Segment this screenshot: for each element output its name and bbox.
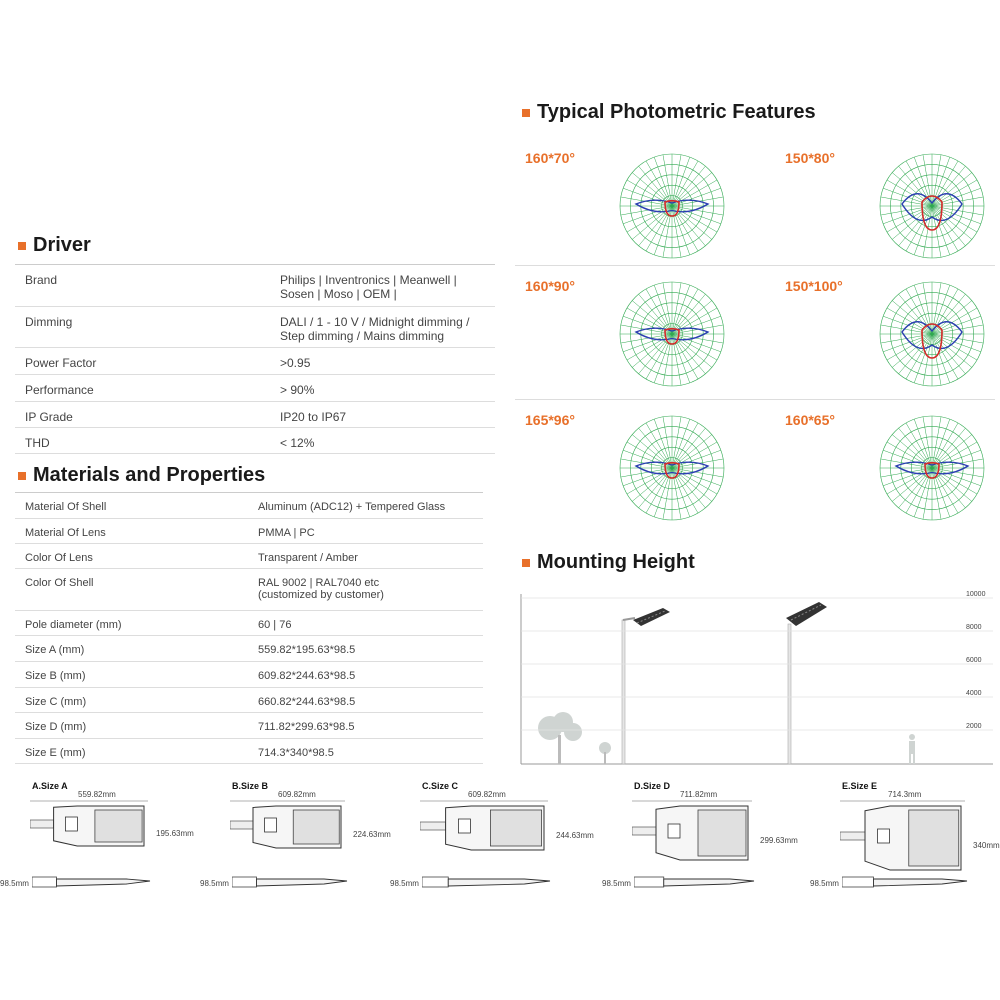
polar-diagram bbox=[872, 408, 992, 528]
luminaire-side-view bbox=[32, 873, 160, 893]
spec-value-line: > 90% bbox=[280, 383, 315, 397]
photometric-item bbox=[515, 404, 755, 532]
polar-diagram bbox=[872, 274, 992, 394]
width-dimension: 609.82mm bbox=[468, 790, 506, 799]
spec-value bbox=[258, 493, 483, 519]
luminaire-side-view bbox=[232, 873, 357, 893]
spec-value bbox=[280, 265, 495, 307]
spec-value bbox=[280, 348, 495, 375]
divider bbox=[515, 265, 995, 266]
mounting-heading bbox=[522, 551, 695, 574]
height-dimension: 98.5mm bbox=[0, 879, 29, 888]
driver-title: Driver bbox=[33, 234, 91, 256]
size-title: C.Size C bbox=[422, 781, 459, 791]
spec-value-line: Transparent / Amber bbox=[258, 552, 358, 564]
spec-key: Size D (mm) bbox=[15, 713, 258, 739]
luminaire-side-view bbox=[634, 873, 764, 893]
spec-row bbox=[15, 662, 483, 688]
height-dimension: 98.5mm bbox=[810, 879, 839, 888]
spec-row bbox=[15, 375, 495, 402]
tree-icon bbox=[538, 712, 582, 764]
size-title: D.Size D bbox=[634, 781, 671, 791]
spec-value bbox=[280, 402, 495, 428]
spec-value-line: 660.82*244.63*98.5 bbox=[258, 696, 356, 708]
polar-diagram bbox=[612, 274, 732, 394]
spec-row bbox=[15, 402, 495, 428]
spec-key: Material Of Lens bbox=[15, 519, 258, 544]
spec-row bbox=[15, 569, 483, 611]
width-dimension: 609.82mm bbox=[278, 790, 316, 799]
photometric-item bbox=[515, 142, 755, 270]
depth-dimension: 195.63mm bbox=[156, 829, 194, 838]
height-dimension: 98.5mm bbox=[602, 879, 631, 888]
spec-row bbox=[15, 544, 483, 569]
spec-key: THD bbox=[15, 428, 280, 454]
spec-key: Power Factor bbox=[15, 348, 280, 375]
spec-key: Brand bbox=[15, 265, 280, 307]
driver-heading bbox=[18, 234, 91, 257]
driver-table bbox=[15, 264, 495, 454]
spec-value bbox=[258, 739, 483, 764]
beam-angle-label: 160*90° bbox=[525, 278, 575, 294]
tree-icon bbox=[599, 742, 611, 764]
spec-key: Size E (mm) bbox=[15, 739, 258, 764]
polar-diagram bbox=[872, 146, 992, 266]
spec-key: Dimming bbox=[15, 307, 280, 348]
height-tick-label: 4000 bbox=[966, 690, 982, 697]
spec-row bbox=[15, 688, 483, 713]
photometric-item bbox=[515, 270, 755, 398]
spec-key: Performance bbox=[15, 375, 280, 402]
spec-value bbox=[258, 519, 483, 544]
luminaire-top-view bbox=[840, 800, 971, 878]
spec-row bbox=[15, 493, 483, 519]
luminaire-top-view bbox=[420, 800, 554, 858]
depth-dimension: 299.63mm bbox=[760, 836, 798, 845]
spec-key: IP Grade bbox=[15, 402, 280, 428]
spec-value-line: PMMA | PC bbox=[258, 527, 315, 539]
width-dimension: 714.3mm bbox=[888, 790, 922, 799]
spec-key: Pole diameter (mm) bbox=[15, 611, 258, 636]
height-tick-label: 2000 bbox=[966, 723, 982, 730]
spec-row bbox=[15, 611, 483, 636]
bullet-square-icon bbox=[18, 472, 26, 480]
spec-row bbox=[15, 307, 495, 348]
materials-table bbox=[15, 492, 483, 764]
spec-key: Color Of Shell bbox=[15, 569, 258, 611]
spec-value-line: 609.82*244.63*98.5 bbox=[258, 670, 356, 682]
spec-value bbox=[258, 713, 483, 739]
person-icon bbox=[909, 734, 915, 764]
spec-row bbox=[15, 265, 495, 307]
beam-angle-label: 150*80° bbox=[785, 150, 835, 166]
photometric-item bbox=[775, 404, 1000, 532]
width-dimension: 559.82mm bbox=[78, 790, 116, 799]
spec-value-line: 711.82*299.63*98.5 bbox=[258, 721, 355, 733]
bullet-square-icon bbox=[522, 109, 530, 117]
spec-value bbox=[280, 428, 495, 454]
mounting-title: Mounting Height bbox=[537, 551, 695, 573]
street-light-pole-icon bbox=[622, 608, 670, 764]
polar-diagram bbox=[612, 408, 732, 528]
spec-key: Size C (mm) bbox=[15, 688, 258, 713]
height-tick-label: 6000 bbox=[966, 657, 982, 664]
beam-angle-label: 150*100° bbox=[785, 278, 843, 294]
photometric-item bbox=[775, 270, 1000, 398]
luminaire-top-view bbox=[632, 800, 758, 868]
spec-value bbox=[280, 307, 495, 348]
spec-value bbox=[258, 569, 483, 611]
luminaire-side-view bbox=[422, 873, 560, 893]
spec-value-line: Philips | Inventronics | Meanwell | bbox=[280, 273, 457, 287]
spec-value-line: (customized by customer) bbox=[258, 589, 384, 601]
spec-value-line: < 12% bbox=[280, 436, 315, 450]
street-light-pole-icon bbox=[786, 602, 827, 764]
spec-key: Material Of Shell bbox=[15, 493, 258, 519]
spec-row bbox=[15, 519, 483, 544]
height-dimension: 98.5mm bbox=[390, 879, 419, 888]
photometric-item bbox=[775, 142, 1000, 270]
spec-row bbox=[15, 739, 483, 764]
spec-row bbox=[15, 636, 483, 662]
beam-angle-label: 165*96° bbox=[525, 412, 575, 428]
depth-dimension: 224.63mm bbox=[353, 830, 391, 839]
spec-value-line: IP20 to IP67 bbox=[280, 410, 347, 424]
spec-value bbox=[258, 636, 483, 662]
depth-dimension: 340mm bbox=[973, 841, 1000, 850]
spec-value-line: DALI / 1 - 10 V / Midnight dimming / bbox=[280, 315, 470, 329]
bullet-square-icon bbox=[522, 559, 530, 567]
depth-dimension: 244.63mm bbox=[556, 831, 594, 840]
photometric-heading bbox=[522, 101, 816, 124]
spec-value-line: 559.82*195.63*98.5 bbox=[258, 644, 356, 656]
spec-value-line: RAL 9002 | RAL7040 etc bbox=[258, 577, 380, 589]
spec-value-line: Step dimming / Mains dimming bbox=[280, 329, 445, 343]
height-tick-label: 10000 bbox=[966, 591, 986, 598]
width-dimension: 711.82mm bbox=[680, 790, 718, 799]
spec-value-line: Aluminum (ADC12) + Tempered Glass bbox=[258, 501, 446, 513]
bullet-square-icon bbox=[18, 242, 26, 250]
height-tick-label: 8000 bbox=[966, 624, 982, 631]
spec-key: Size A (mm) bbox=[15, 636, 258, 662]
spec-key: Color Of Lens bbox=[15, 544, 258, 569]
divider bbox=[515, 399, 995, 400]
spec-value-line: 60 | 76 bbox=[258, 619, 292, 631]
mounting-height-diagram bbox=[515, 590, 995, 770]
spec-row bbox=[15, 713, 483, 739]
luminaire-top-view bbox=[30, 800, 154, 854]
spec-value-line: Sosen | Moso | OEM | bbox=[280, 287, 397, 301]
beam-angle-label: 160*70° bbox=[525, 150, 575, 166]
luminaire-top-view bbox=[230, 800, 351, 856]
spec-value bbox=[258, 544, 483, 569]
spec-value-line: 714.3*340*98.5 bbox=[258, 747, 334, 759]
photometric-title: Typical Photometric Features bbox=[537, 101, 816, 123]
spec-value bbox=[258, 662, 483, 688]
materials-title: Materials and Properties bbox=[33, 464, 266, 486]
spec-value bbox=[258, 611, 483, 636]
luminaire-side-view bbox=[842, 873, 977, 893]
materials-heading bbox=[18, 464, 265, 487]
spec-row bbox=[15, 428, 495, 454]
height-dimension: 98.5mm bbox=[200, 879, 229, 888]
spec-value-line: >0.95 bbox=[280, 356, 311, 370]
spec-value bbox=[258, 688, 483, 713]
polar-diagram bbox=[612, 146, 732, 266]
size-title: E.Size E bbox=[842, 781, 878, 791]
beam-angle-label: 160*65° bbox=[785, 412, 835, 428]
spec-value bbox=[280, 375, 495, 402]
spec-key: Size B (mm) bbox=[15, 662, 258, 688]
size-title: A.Size A bbox=[32, 781, 68, 791]
spec-row bbox=[15, 348, 495, 375]
size-title: B.Size B bbox=[232, 781, 269, 791]
